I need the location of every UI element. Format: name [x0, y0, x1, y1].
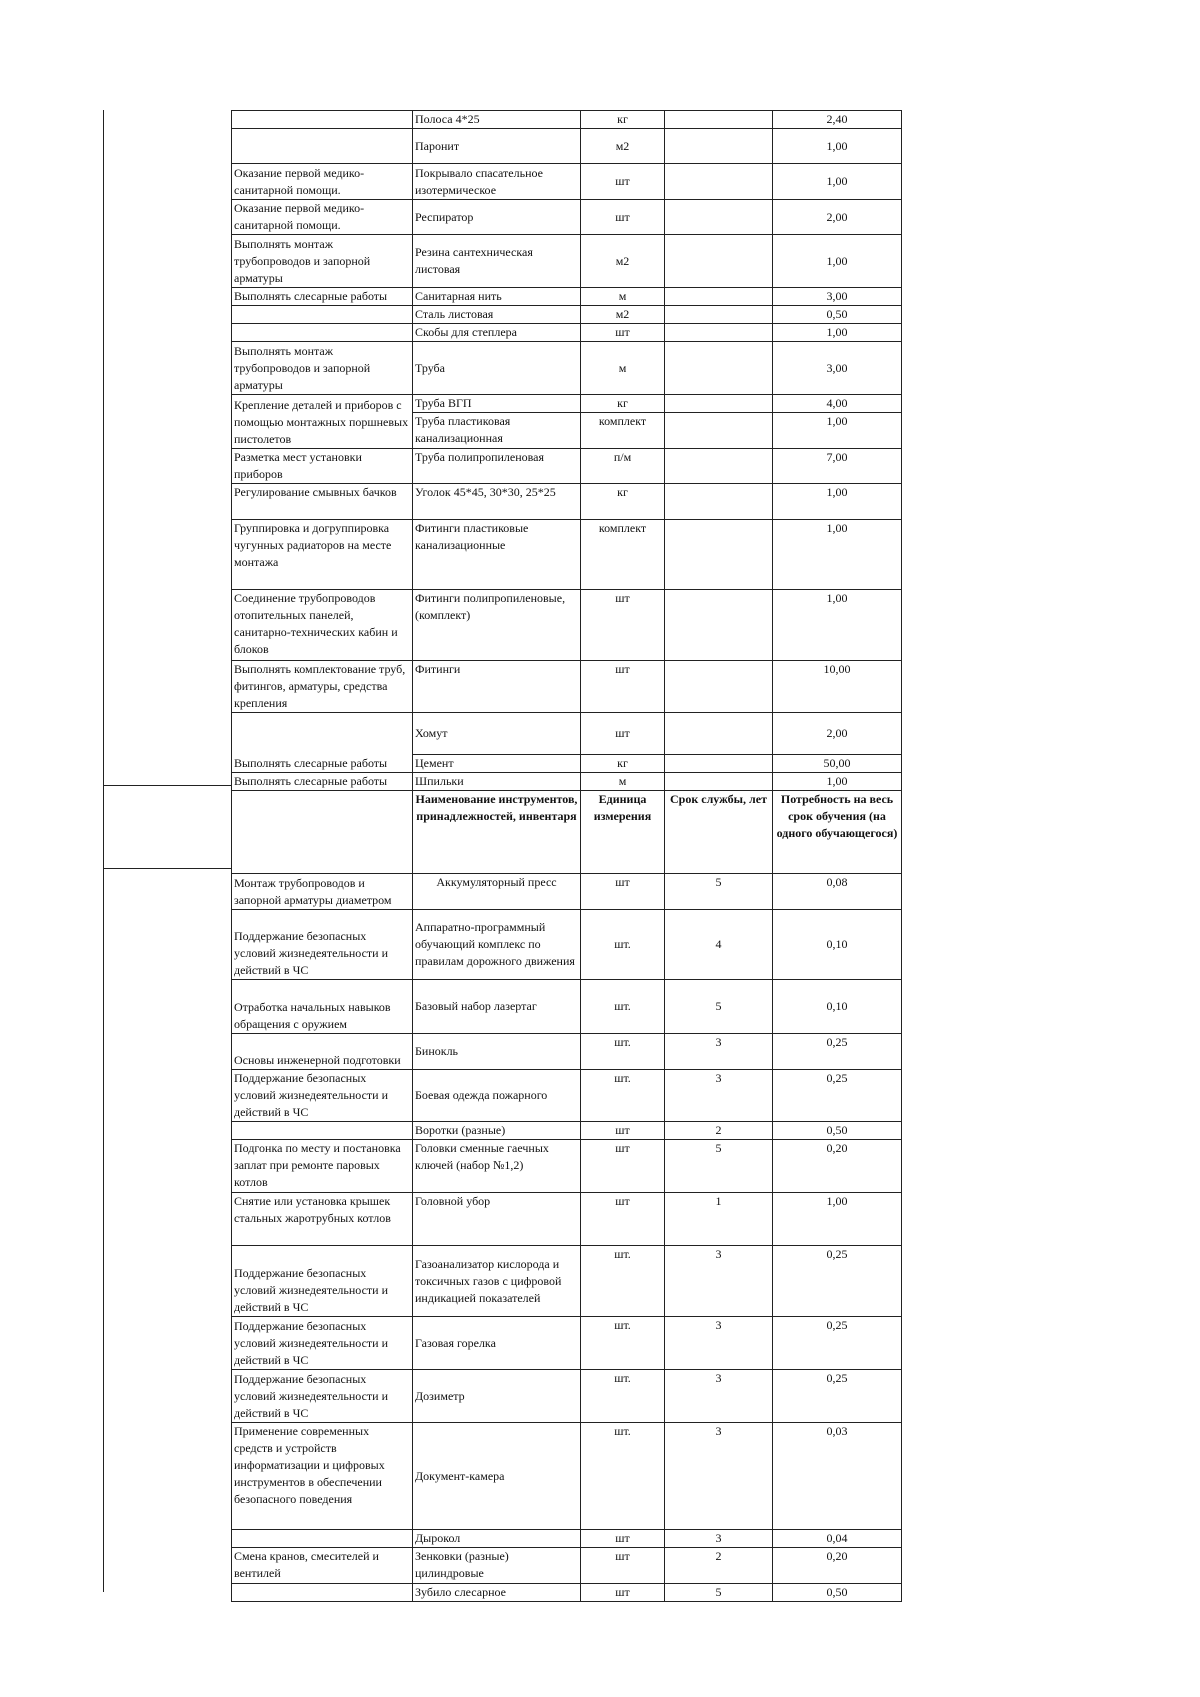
quantity-cell: 0,20 [773, 1140, 902, 1193]
item-name-cell: Фитинги [413, 661, 581, 713]
item-name-cell: Сталь листовая [413, 306, 581, 324]
item-name-cell: Воротки (разные) [413, 1122, 581, 1140]
unit-cell: шт [581, 1193, 665, 1246]
item-name-cell: Аккумуляторный пресс [413, 874, 581, 910]
activity-cell [232, 324, 413, 342]
item-name-cell: Уголок 45*45, 30*30, 25*25 [413, 484, 581, 520]
activity-cell: Соединение трубопроводов отопительных панелей, санитарно-технических кабин и блоков [232, 590, 413, 661]
table-row [232, 1423, 902, 1530]
table-row [232, 1548, 902, 1584]
item-name-cell: Паронит [413, 129, 581, 164]
unit-cell: шт [581, 324, 665, 342]
quantity-cell: 0,20 [773, 1548, 902, 1584]
unit-cell: кг [581, 395, 665, 413]
quantity-cell: 0,25 [773, 1317, 902, 1370]
service-life-cell: 3 [665, 1530, 773, 1548]
unit-cell: м2 [581, 235, 665, 288]
quantity-cell: 0,50 [773, 1122, 902, 1140]
left-margin-rule [103, 110, 104, 1592]
tools-section [232, 874, 902, 1602]
activity-cell: Выполнять монтаж трубопроводов и запорной арматуры [232, 342, 413, 395]
activity-cell: Выполнять слесарные работы [232, 713, 413, 773]
service-life-cell [665, 520, 773, 590]
service-life-cell [665, 773, 773, 791]
service-life-cell: 3 [665, 1370, 773, 1423]
item-name-cell: Шпильки [413, 773, 581, 791]
service-life-cell [665, 755, 773, 773]
service-life-cell: 3 [665, 1070, 773, 1122]
service-life-cell: 3 [665, 1034, 773, 1070]
service-life-cell: 5 [665, 1584, 773, 1602]
unit-cell: кг [581, 755, 665, 773]
item-name-cell: Боевая одежда пожарного [413, 1070, 581, 1122]
unit-cell: шт [581, 200, 665, 235]
quantity-cell: 0,10 [773, 910, 902, 980]
service-life-cell [665, 449, 773, 484]
service-life-cell [665, 413, 773, 449]
activity-cell: Выполнять слесарные работы [232, 773, 413, 791]
unit-cell: шт. [581, 1034, 665, 1070]
activity-cell: Группировка и догруппировка чугунных радиаторов на месте монтажа [232, 520, 413, 590]
table-row [232, 1317, 902, 1370]
item-name-cell: Санитарная нить [413, 288, 581, 306]
item-name-cell: Дозиметр [413, 1370, 581, 1423]
quantity-cell: 1,00 [773, 773, 902, 791]
service-life-cell [665, 111, 773, 129]
service-life-cell [665, 200, 773, 235]
quantity-cell: 1,00 [773, 129, 902, 164]
quantity-cell: 1,00 [773, 1193, 902, 1246]
table-row [232, 980, 902, 1034]
quantity-cell: 1,00 [773, 413, 902, 449]
service-life-cell [665, 395, 773, 413]
unit-cell: шт [581, 1140, 665, 1193]
quantity-cell: 0,08 [773, 874, 902, 910]
service-life-cell [665, 164, 773, 200]
item-name-cell: Документ-камера [413, 1423, 581, 1530]
activity-cell: Применение современных средств и устройств информатизации и цифровых инструментов в обеспечении безопасного поведения [232, 1423, 413, 1530]
quantity-cell: 2,00 [773, 713, 902, 755]
quantity-cell: 1,00 [773, 590, 902, 661]
service-life-cell: 2 [665, 1122, 773, 1140]
item-name-cell: Покрывало спасательное изотермическое [413, 164, 581, 200]
table-row [232, 1122, 902, 1140]
unit-cell: м [581, 773, 665, 791]
service-life-cell: 5 [665, 874, 773, 910]
table-row [232, 713, 902, 755]
activity-cell: Поддержание безопасных условий жизнедеятельности и действий в ЧС [232, 1246, 413, 1317]
unit-cell: шт [581, 1548, 665, 1584]
service-life-cell: 3 [665, 1246, 773, 1317]
quantity-cell: 0,25 [773, 1070, 902, 1122]
activity-cell [232, 111, 413, 129]
table-row [232, 200, 902, 235]
service-life-cell [665, 306, 773, 324]
unit-cell: кг [581, 484, 665, 520]
unit-cell: шт [581, 1584, 665, 1602]
unit-cell: комплект [581, 413, 665, 449]
unit-cell: шт. [581, 1370, 665, 1423]
activity-cell [232, 306, 413, 324]
quantity-cell: 50,00 [773, 755, 902, 773]
table-row [232, 661, 902, 713]
header-qty: Потребность на весь срок обучения (на одного обучающегося) [773, 791, 902, 874]
activity-cell [232, 129, 413, 164]
unit-cell: шт. [581, 1246, 665, 1317]
table-row [232, 395, 902, 413]
activity-cell: Снятие или установка крышек стальных жаротрубных котлов [232, 1193, 413, 1246]
item-name-cell: Дырокол [413, 1530, 581, 1548]
unit-cell: шт [581, 713, 665, 755]
table-row [232, 1530, 902, 1548]
table-row [232, 1370, 902, 1423]
activity-cell: Выполнять комплектование труб, фитингов, арматуры, средства крепления [232, 661, 413, 713]
activity-cell: Отработка начальных навыков обращения с оружием [232, 980, 413, 1034]
tools-header-section [232, 791, 902, 874]
table-row [232, 1584, 902, 1602]
item-name-cell: Фитинги полипропиленовые, (комплект) [413, 590, 581, 661]
quantity-cell: 0,10 [773, 980, 902, 1034]
activity-cell [232, 1584, 413, 1602]
activity-cell: Монтаж трубопроводов и запорной арматуры диаметром [232, 874, 413, 910]
item-name-cell: Хомут [413, 713, 581, 755]
service-life-cell [665, 288, 773, 306]
quantity-cell: 0,50 [773, 1584, 902, 1602]
quantity-cell: 0,04 [773, 1530, 902, 1548]
item-name-cell: Труба [413, 342, 581, 395]
quantity-cell: 0,25 [773, 1370, 902, 1423]
quantity-cell: 0,03 [773, 1423, 902, 1530]
table-row [232, 773, 902, 791]
table-row [232, 306, 902, 324]
service-life-cell: 5 [665, 980, 773, 1034]
activity-cell: Поддержание безопасных условий жизнедеятельности и действий в ЧС [232, 1317, 413, 1370]
quantity-cell: 1,00 [773, 324, 902, 342]
item-name-cell: Резина сантехническая листовая [413, 235, 581, 288]
quantity-cell: 0,25 [773, 1246, 902, 1317]
table-row [232, 235, 902, 288]
item-name-cell: Фитинги пластиковые канализационные [413, 520, 581, 590]
materials-section [232, 111, 902, 791]
activity-cell: Крепление деталей и приборов с помощью монтажных поршневых пистолетов [232, 395, 413, 449]
item-name-cell: Труба пластиковая канализационная [413, 413, 581, 449]
activity-cell: Смена кранов, смесителей и вентилей [232, 1548, 413, 1584]
unit-cell: шт [581, 874, 665, 910]
unit-cell: шт. [581, 1070, 665, 1122]
quantity-cell: 7,00 [773, 449, 902, 484]
item-name-cell: Газовая горелка [413, 1317, 581, 1370]
table-row [232, 520, 902, 590]
unit-cell: м2 [581, 129, 665, 164]
unit-cell: шт. [581, 980, 665, 1034]
item-name-cell: Головной убор [413, 1193, 581, 1246]
activity-cell: Оказание первой медико-санитарной помощи. [232, 164, 413, 200]
equipment-table [231, 110, 902, 1602]
table-row [232, 1193, 902, 1246]
quantity-cell: 2,40 [773, 111, 902, 129]
table-row [232, 910, 902, 980]
quantity-cell: 3,00 [773, 288, 902, 306]
quantity-cell: 3,00 [773, 342, 902, 395]
unit-cell: шт [581, 1530, 665, 1548]
service-life-cell [665, 129, 773, 164]
unit-cell: шт. [581, 1317, 665, 1370]
table-row [232, 111, 902, 129]
activity-cell [232, 1530, 413, 1548]
activity-cell: Основы инженерной подготовки [232, 1034, 413, 1070]
service-life-cell [665, 324, 773, 342]
quantity-cell: 0,50 [773, 306, 902, 324]
activity-cell [232, 1122, 413, 1140]
unit-cell: м2 [581, 306, 665, 324]
unit-cell: кг [581, 111, 665, 129]
unit-cell: п/м [581, 449, 665, 484]
item-name-cell: Труба ВГП [413, 395, 581, 413]
service-life-cell: 2 [665, 1548, 773, 1584]
item-name-cell: Скобы для степлера [413, 324, 581, 342]
quantity-cell: 4,00 [773, 395, 902, 413]
quantity-cell: 0,25 [773, 1034, 902, 1070]
service-life-cell [665, 590, 773, 661]
unit-cell: шт [581, 164, 665, 200]
activity-cell: Регулирование смывных бачков [232, 484, 413, 520]
table-row [232, 874, 902, 910]
table-row [232, 164, 902, 200]
item-name-cell: Аппаратно-программный обучающий комплекс по правилам дорожного движения [413, 910, 581, 980]
unit-cell: шт. [581, 1423, 665, 1530]
unit-cell: м [581, 288, 665, 306]
quantity-cell: 1,00 [773, 484, 902, 520]
item-name-cell: Респиратор [413, 200, 581, 235]
service-life-cell: 4 [665, 910, 773, 980]
table-row [232, 342, 902, 395]
unit-cell: шт [581, 661, 665, 713]
tools-header-row [232, 791, 902, 874]
service-life-cell [665, 713, 773, 755]
activity-cell: Выполнять слесарные работы [232, 288, 413, 306]
item-name-cell: Зенковки (разные) цилиндровые [413, 1548, 581, 1584]
service-life-cell [665, 661, 773, 713]
item-name-cell: Базовый набор лазертаг [413, 980, 581, 1034]
header-life: Срок службы, лет [665, 791, 773, 874]
service-life-cell [665, 484, 773, 520]
service-life-cell [665, 235, 773, 288]
activity-cell: Подгонка по месту и постановка заплат при ремонте паровых котлов [232, 1140, 413, 1193]
table-row [232, 288, 902, 306]
table-row [232, 1034, 902, 1070]
item-name-cell: Головки сменные гаечных ключей (набор №1,2) [413, 1140, 581, 1193]
table-row [232, 1070, 902, 1122]
item-name-cell: Цемент [413, 755, 581, 773]
table-row [232, 590, 902, 661]
activity-cell: Разметка мест установки приборов [232, 449, 413, 484]
table-row [232, 324, 902, 342]
unit-cell: шт [581, 590, 665, 661]
quantity-cell: 1,00 [773, 235, 902, 288]
activity-cell: Поддержание безопасных условий жизнедеятельности и действий в ЧС [232, 910, 413, 980]
unit-cell: комплект [581, 520, 665, 590]
item-name-cell: Полоса 4*25 [413, 111, 581, 129]
quantity-cell: 1,00 [773, 164, 902, 200]
unit-cell: шт [581, 1122, 665, 1140]
header-activity-cell [232, 791, 413, 874]
activity-cell: Поддержание безопасных условий жизнедеятельности и действий в ЧС [232, 1070, 413, 1122]
table-row [232, 449, 902, 484]
unit-cell: шт. [581, 910, 665, 980]
quantity-cell: 10,00 [773, 661, 902, 713]
item-name-cell: Зубило слесарное [413, 1584, 581, 1602]
unit-cell: м [581, 342, 665, 395]
activity-cell: Поддержание безопасных условий жизнедеятельности и действий в ЧС [232, 1370, 413, 1423]
table-row [232, 1246, 902, 1317]
item-name-cell: Газоанализатор кислорода и токсичных газов с цифровой индикацией показателей [413, 1246, 581, 1317]
service-life-cell [665, 342, 773, 395]
header-unit: Единица измерения [581, 791, 665, 874]
item-name-cell: Труба полипропиленовая [413, 449, 581, 484]
quantity-cell: 1,00 [773, 520, 902, 590]
left-section-rule-1 [103, 785, 232, 786]
table-row [232, 484, 902, 520]
service-life-cell: 1 [665, 1193, 773, 1246]
activity-cell: Выполнять монтаж трубопроводов и запорной арматуры [232, 235, 413, 288]
table-row [232, 129, 902, 164]
left-section-rule-2 [103, 868, 232, 869]
service-life-cell: 3 [665, 1317, 773, 1370]
service-life-cell: 3 [665, 1423, 773, 1530]
activity-cell: Оказание первой медико-санитарной помощи. [232, 200, 413, 235]
quantity-cell: 2,00 [773, 200, 902, 235]
item-name-cell: Бинокль [413, 1034, 581, 1070]
service-life-cell: 5 [665, 1140, 773, 1193]
header-name: Наименование инструментов, принадлежностей, инвентаря [413, 791, 581, 874]
table-row [232, 1140, 902, 1193]
